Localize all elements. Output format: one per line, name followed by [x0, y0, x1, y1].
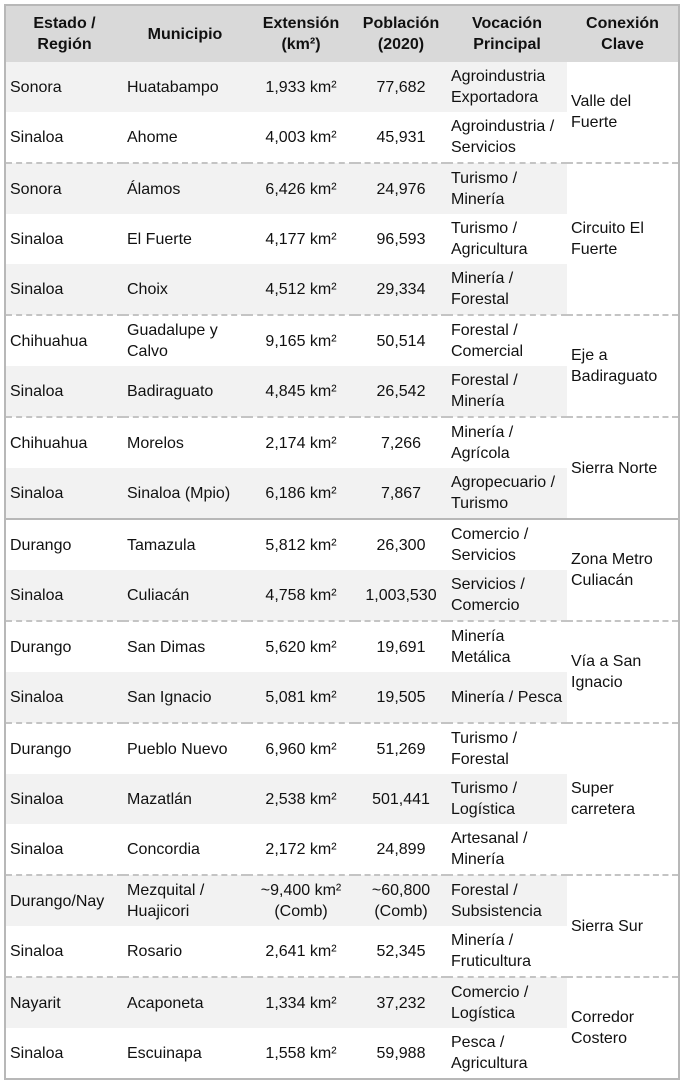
header-connection: Conexión Clave [567, 5, 679, 62]
cell-vocation: Forestal / Comercial [447, 315, 567, 366]
cell-population: 501,441 [355, 774, 447, 824]
cell-municipality: Badiraguato [123, 366, 247, 417]
header-state: Estado / Región [5, 5, 123, 62]
cell-vocation: Minería / Fruticultura [451, 932, 532, 970]
cell-municipality: Choix [123, 264, 247, 315]
cell-population: 24,976 [355, 163, 447, 214]
cell-vocation: Pesca / Agricultura [451, 1034, 528, 1072]
header-population: Población (2020) [355, 5, 447, 62]
cell-municipality: Rosario [127, 942, 183, 960]
municipalities-table [4, 4, 680, 1080]
cell-area: 6,426 km² [247, 163, 355, 214]
cell-vocation: Turismo / Minería [447, 163, 567, 214]
cell-vocation: Minería / Forestal [447, 264, 567, 315]
cell-state: Sinaloa [10, 840, 64, 858]
cell-municipality: Morelos [123, 417, 247, 468]
cell-connection: Valle del Fuerte [567, 62, 679, 163]
table-row [5, 62, 679, 112]
cell-state: Sinaloa [10, 230, 64, 248]
cell-state: Sinaloa [10, 1044, 64, 1062]
header-row [5, 5, 679, 62]
cell-municipality: El Fuerte [127, 230, 192, 248]
cell-state: Sinaloa [5, 366, 123, 417]
cell-connection: Zona Metro Culiacán [567, 519, 679, 621]
table-row [5, 723, 679, 774]
cell-municipality: San Dimas [123, 621, 247, 672]
cell-state: Chihuahua [5, 315, 123, 366]
cell-vocation: Forestal / Minería [447, 366, 567, 417]
cell-municipality: Guadalupe y Calvo [123, 315, 247, 366]
cell-connection: Circuito El Fuerte [567, 163, 679, 315]
header-area: Extensión (km²) [247, 5, 355, 62]
cell-state: Durango [5, 723, 123, 774]
cell-vocation: Artesanal / Minería [451, 830, 528, 868]
cell-population: 96,593 [376, 230, 426, 248]
table-row [5, 519, 679, 570]
table-body [5, 62, 679, 1079]
cell-vocation: Comercio / Servicios [447, 519, 567, 570]
cell-municipality: Acaponeta [123, 977, 247, 1028]
cell-municipality: Concordia [127, 840, 200, 858]
cell-connection: Vía a San Ignacio [567, 621, 679, 723]
cell-area: 2,538 km² [247, 774, 355, 824]
cell-area: 1,933 km² [247, 62, 355, 112]
cell-area: 2,174 km² [247, 417, 355, 468]
cell-population: 26,542 [355, 366, 447, 417]
cell-state: Sinaloa [5, 672, 123, 723]
cell-connection: Sierra Norte [567, 417, 679, 519]
cell-area: 1,334 km² [247, 977, 355, 1028]
cell-population: 29,334 [355, 264, 447, 315]
cell-population: 7,867 [355, 468, 447, 519]
cell-population: 7,266 [355, 417, 447, 468]
cell-state: Durango/Nay [5, 875, 123, 926]
cell-vocation: Minería / Pesca [447, 672, 567, 723]
cell-state: Sonora [5, 62, 123, 112]
cell-population: 24,899 [376, 840, 426, 858]
cell-vocation: Servicios / Comercio [447, 570, 567, 621]
cell-municipality: Sinaloa (Mpio) [123, 468, 247, 519]
table-row [5, 417, 679, 468]
cell-state: Sinaloa [5, 468, 123, 519]
cell-municipality: Ahome [127, 128, 178, 146]
cell-vocation: Minería / Agrícola [447, 417, 567, 468]
cell-area: 2,172 km² [265, 840, 337, 858]
cell-population: 77,682 [355, 62, 447, 112]
cell-area: ~9,400 km² (Comb) [247, 875, 355, 926]
table-row [5, 163, 679, 214]
cell-vocation: Agroindustria / Servicios [451, 118, 555, 156]
cell-municipality: Escuinapa [127, 1044, 202, 1062]
cell-state: Sinaloa [5, 264, 123, 315]
cell-connection: Sierra Sur [567, 875, 679, 977]
cell-vocation: Agropecuario / Turismo [447, 468, 567, 519]
cell-state: Sinaloa [5, 774, 123, 824]
cell-population: 19,691 [355, 621, 447, 672]
cell-population: ~60,800 (Comb) [355, 875, 447, 926]
cell-area: 5,081 km² [247, 672, 355, 723]
cell-vocation: Comercio / Logística [447, 977, 567, 1028]
cell-municipality: Álamos [123, 163, 247, 214]
cell-vocation: Turismo / Forestal [447, 723, 567, 774]
cell-population: 50,514 [355, 315, 447, 366]
cell-municipality: Tamazula [123, 519, 247, 570]
table-header [5, 5, 679, 62]
cell-state: Chihuahua [5, 417, 123, 468]
cell-area: 6,186 km² [247, 468, 355, 519]
cell-area: 2,641 km² [265, 942, 337, 960]
cell-area: 4,758 km² [247, 570, 355, 621]
cell-population: 37,232 [355, 977, 447, 1028]
cell-population: 26,300 [355, 519, 447, 570]
cell-vocation: Turismo / Logística [447, 774, 567, 824]
header-municipality: Municipio [123, 5, 247, 62]
cell-population: 45,931 [376, 128, 426, 146]
cell-area: 4,177 km² [265, 230, 337, 248]
cell-municipality: San Ignacio [123, 672, 247, 723]
cell-area: 6,960 km² [247, 723, 355, 774]
cell-state: Nayarit [5, 977, 123, 1028]
cell-area: 4,003 km² [265, 128, 337, 146]
cell-municipality: Mazatlán [123, 774, 247, 824]
table-row [5, 621, 679, 672]
table-row [5, 977, 679, 1028]
cell-area: 5,812 km² [247, 519, 355, 570]
cell-state: Durango [5, 621, 123, 672]
cell-municipality: Huatabampo [123, 62, 247, 112]
cell-connection: Corredor Costero [567, 977, 679, 1079]
header-vocation: Vocación Principal [447, 5, 567, 62]
table-row [5, 315, 679, 366]
table-row [5, 875, 679, 926]
cell-state: Sinaloa [10, 942, 64, 960]
cell-state: Sinaloa [5, 570, 123, 621]
cell-population: 1,003,530 [355, 570, 447, 621]
cell-area: 9,165 km² [247, 315, 355, 366]
cell-area: 1,558 km² [265, 1044, 337, 1062]
cell-state: Durango [5, 519, 123, 570]
cell-population: 51,269 [355, 723, 447, 774]
cell-vocation: Forestal / Subsistencia [447, 875, 567, 926]
cell-municipality: Culiacán [123, 570, 247, 621]
cell-vocation: Minería Metálica [447, 621, 567, 672]
cell-vocation: Agroindustria Exportadora [447, 62, 567, 112]
cell-population: 59,988 [376, 1044, 426, 1062]
cell-population: 19,505 [355, 672, 447, 723]
cell-state: Sonora [5, 163, 123, 214]
cell-connection: Eje a Badiraguato [567, 315, 679, 417]
cell-area: 5,620 km² [247, 621, 355, 672]
cell-area: 4,845 km² [247, 366, 355, 417]
cell-vocation: Turismo / Agricultura [451, 220, 528, 258]
cell-municipality: Pueblo Nuevo [123, 723, 247, 774]
cell-connection: Super carretera [567, 723, 679, 875]
cell-area: 4,512 km² [247, 264, 355, 315]
cell-state: Sinaloa [10, 128, 64, 146]
cell-population: 52,345 [376, 942, 426, 960]
cell-municipality: Mezquital / Huajicori [123, 875, 247, 926]
